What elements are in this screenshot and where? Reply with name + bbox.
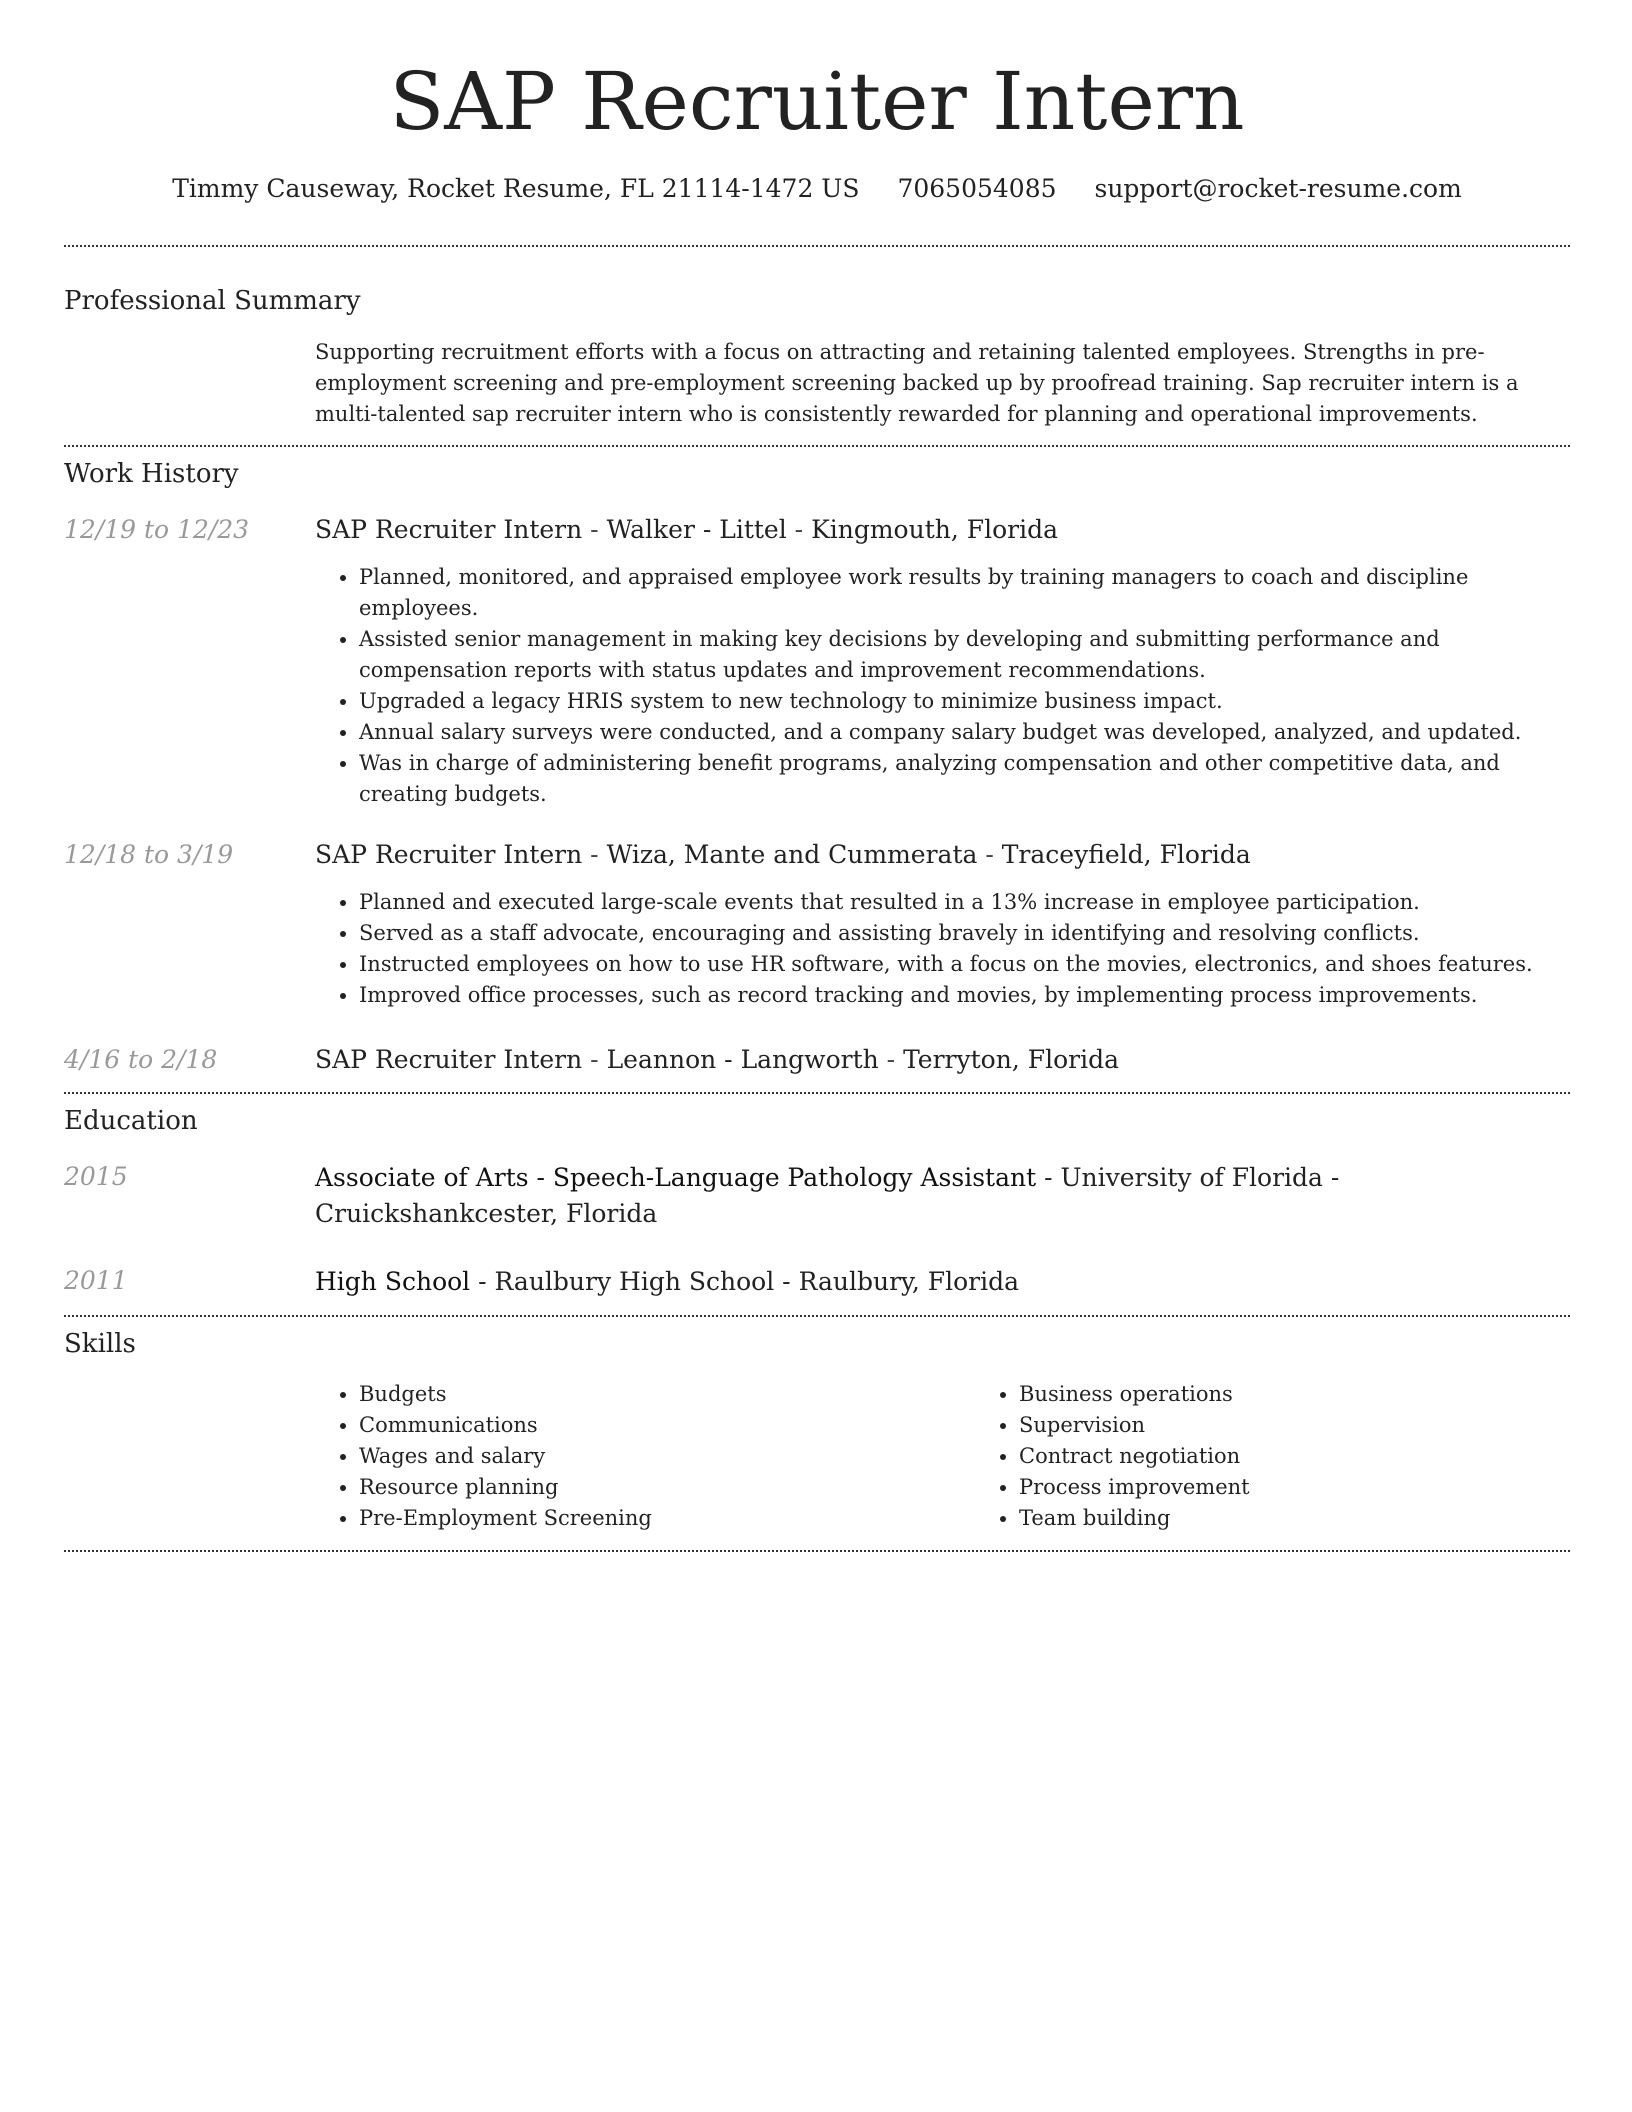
divider — [64, 245, 1570, 247]
job-location: Terryton, Florida — [903, 1045, 1119, 1074]
skill-item: • Contract negotiation — [1019, 1441, 1570, 1472]
divider — [64, 1092, 1570, 1094]
skill-item: • Resource planning — [359, 1472, 975, 1503]
section-title-skills: Skills — [64, 1329, 136, 1359]
divider — [64, 1550, 1570, 1552]
skills-list-left — [315, 1379, 975, 1534]
education-heading: High School - Raulbury High School - Raulbury, Florida — [315, 1267, 1019, 1296]
divider — [64, 1315, 1570, 1317]
job-date: 12/18 to 3/19 — [64, 840, 234, 869]
job-title: SAP Recruiter Intern — [315, 840, 583, 869]
skills-row — [64, 1379, 1570, 1534]
contact-address: Timmy Causeway, Rocket Resume, FL 21114-1472 US — [172, 174, 860, 203]
job-location: Traceyfield, Florida — [1001, 840, 1251, 869]
job-heading: SAP Recruiter Intern - Wiza, Mante and Cummerata - Traceyfield, Florida — [315, 840, 1251, 869]
contact-phone: 7065054085 — [897, 174, 1057, 203]
list-item: • Upgraded a legacy HRIS system to new technology to minimize business impact. — [359, 686, 1570, 717]
list-item: • Served as a staff advocate, encouraging and assisting bravely in identifying and resolving conflicts. — [359, 918, 1570, 949]
skill-item: • Supervision — [1019, 1410, 1570, 1441]
job-company: Walker - Littel — [606, 515, 787, 544]
job-company: Wiza, Mante and Cummerata — [606, 840, 978, 869]
summary-text: Supporting recruitment efforts with a focus on attracting and retaining talented employees. Strengths in pre-employment screening and pre-employment screening backed up by proofread training. Sap recruiter intern is a multi-talented sap recruiter intern who is consistently rewarded for planning and operational improvements. — [315, 340, 1519, 426]
list-item: • Planned and executed large-scale events that resulted in a 13% increase in employee participation. — [359, 887, 1570, 918]
job-heading: SAP Recruiter Intern - Leannon - Langworth - Terryton, Florida — [315, 1045, 1119, 1074]
skill-item: • Communications — [359, 1410, 975, 1441]
job-heading: SAP Recruiter Intern - Walker - Littel - Kingmouth, Florida — [315, 515, 1058, 544]
education-date: 2011 — [64, 1266, 128, 1295]
education-location: Cruickshankcester, Florida — [315, 1199, 658, 1228]
candidate-name: SAP Recruiter Intern — [389, 55, 1245, 148]
resume-content — [64, 0, 1570, 1552]
job-date: 4/16 to 2/18 — [64, 1045, 218, 1074]
summary-row — [64, 337, 1570, 430]
list-item: • Was in charge of administering benefit programs, analyzing compensation and other competitive data, and creating budgets. — [359, 748, 1570, 810]
education-degree: Associate of Arts - Speech-Language Pathology Assistant — [315, 1163, 1037, 1192]
education-heading: Associate of Arts - Speech-Language Pathology Assistant - University of Florida - Cruickshankcester, Florida — [315, 1163, 1340, 1228]
job-bullets — [315, 562, 1570, 810]
skills-list-right — [975, 1379, 1570, 1534]
education-entry — [64, 1264, 1570, 1300]
skills-columns — [315, 1379, 1570, 1534]
job-title: SAP Recruiter Intern — [315, 515, 583, 544]
job-company: Leannon - Langworth — [606, 1045, 879, 1074]
job-entry — [64, 513, 1570, 810]
list-item: • Annual salary surveys were conducted, and a company salary budget was developed, analyzed, and updated. — [359, 717, 1570, 748]
contact-line — [64, 172, 1570, 206]
education-degree: High School — [315, 1267, 471, 1296]
job-date: 12/19 to 12/23 — [64, 515, 250, 544]
skill-item: • Business operations — [1019, 1379, 1570, 1410]
contact-email: support@rocket-resume.com — [1094, 174, 1462, 203]
list-item: • Improved office processes, such as record tracking and movies, by implementing process improvements. — [359, 980, 1570, 1011]
section-title-work-history: Work History — [64, 459, 239, 489]
skill-item: • Budgets — [359, 1379, 975, 1410]
skill-item: • Pre-Employment Screening — [359, 1503, 975, 1534]
job-bullets — [315, 887, 1570, 1011]
list-item: • Planned, monitored, and appraised employee work results by training managers to coach and discipline employees. — [359, 562, 1570, 624]
list-item: • Assisted senior management in making key decisions by developing and submitting performance and compensation reports with status updates and improvement recommendations. — [359, 624, 1570, 686]
education-date: 2015 — [64, 1162, 128, 1191]
job-title: SAP Recruiter Intern — [315, 1045, 583, 1074]
education-school: Raulbury High School — [494, 1267, 775, 1296]
job-entry — [64, 1043, 1570, 1077]
skill-item: • Process improvement — [1019, 1472, 1570, 1503]
skill-item: • Wages and salary — [359, 1441, 975, 1472]
list-item: • Instructed employees on how to use HR software, with a focus on the movies, electronics, and shoes features. — [359, 949, 1570, 980]
education-school: University of Florida — [1060, 1163, 1323, 1192]
education-location: Raulbury, Florida — [798, 1267, 1019, 1296]
divider — [64, 445, 1570, 447]
education-entry — [64, 1160, 1570, 1232]
section-title-education: Education — [64, 1106, 198, 1136]
job-entry — [64, 838, 1570, 1011]
skill-item: • Team building — [1019, 1503, 1570, 1534]
job-location: Kingmouth, Florida — [811, 515, 1058, 544]
section-title-summary: Professional Summary — [64, 286, 361, 316]
